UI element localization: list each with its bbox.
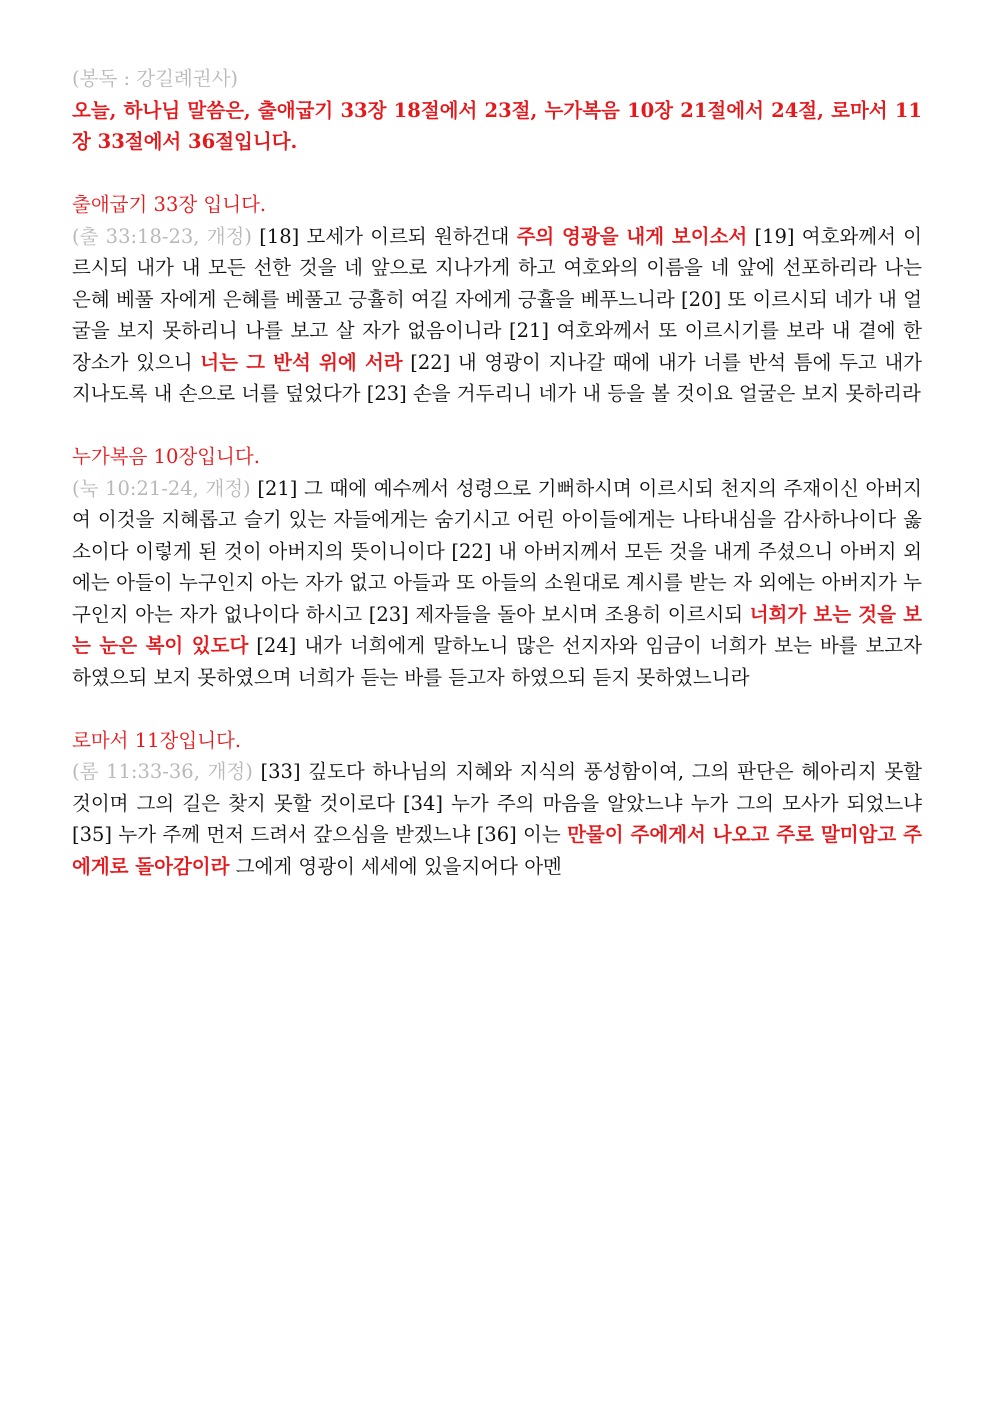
reading-section-exodus (72, 189, 922, 410)
highlighted-verse: 주의 영광을 내게 보이소서 (516, 224, 748, 248)
reading-section-luke (72, 441, 922, 693)
reading-section-romans (72, 725, 922, 883)
highlighted-verse: 너희가 보는 것을 보는 눈은 복이 있도다 (72, 602, 922, 657)
highlighted-verse: 만물이 주에게서 나오고 주로 말미암고 주에게로 돌아감이라 (72, 823, 922, 878)
verse-text: 그에게 영광이 세세에 있을지어다 아멘 (229, 854, 562, 878)
section-heading: 출애굽기 33장 입니다. (72, 193, 267, 216)
reading-intro: 오늘, 하나님 말씀은, 출애굽기 33장 18절에서 23절, 누가복음 10장 21절에서 24절, 로마서 11장 33절에서 36절입니다. (72, 98, 922, 153)
section-heading: 로마서 11장입니다. (72, 728, 242, 752)
highlighted-verse: 너는 그 반석 위에 서라 (200, 350, 403, 374)
verse-text: [18] 모세가 이르되 원하건대 (252, 224, 517, 248)
verse-text: [19] 여호와께서 이르시되 내가 내 모든 선한 것을 네 앞으로 지나가게 하고 여호와의 이름을 네 앞에 선포하리라 나는 은혜 베풀 자에게 은혜를 베풀고 긍휼히 여길 자에게 긍휼을 베푸느니라 [20] 또 이르시되 네가 내 얼굴을 보지 못하리니 나를 보고 살 자가 없음이니라 [21] 여호와께서 또 이르시기를 보라 내 곁에 한 장소가 있으니 (72, 224, 922, 374)
verse-text: [21] 그 때에 예수께서 성령으로 기뻐하시며 이르시되 천지의 주재이신 아버지여 이것을 지혜롭고 슬기 있는 자들에게는 숨기시고 어린 아이들에게는 나타내심을 감사하나이다 옳소이다 이렇게 된 것이 아버지의 뜻이니이다 [22] 내 아버지께서 모든 것을 내게 주셨으니 아버지 외에는 아들이 누구인지 아는 자가 없고 아들과 또 아들의 소원대로 계시를 받는 자 외에는 아버지가 누구인지 아는 자가 없나이다 하시고 [23] 제자들을 돌아 보시며 조용히 이르시되 (72, 476, 923, 626)
reader-note: (봉독 : 강길례권사) (72, 67, 239, 90)
spacer (72, 158, 922, 190)
spacer (72, 693, 922, 725)
spacer (72, 410, 922, 442)
section-heading: 누가복음 10장입니다. (72, 445, 260, 468)
scripture-reference: (롬 11:33-36, 개정) (72, 760, 253, 783)
scripture-passage (72, 473, 922, 694)
scripture-reference: (출 33:18-23, 개정) (72, 224, 252, 248)
verse-text: [24] 내가 너희에게 말하노니 많은 선지자와 임금이 너희가 보는 바를 보고자 하였으되 보지 못하였으며 너희가 듣는 바를 듣고자 하였으되 듣지 못하였느니라 (72, 634, 922, 689)
verse-text: [33] 깊도다 하나님의 지혜와 지식의 풍성함이여, 그의 판단은 헤아리지 못할 것이며 그의 길은 찾지 못할 것이로다 [34] 누가 주의 마음을 알았느냐 누가 그의 모사가 되었느냐 [35] 누가 주께 먼저 드려서 갚으심을 받겠느냐 [36] 이는 (72, 760, 922, 846)
scripture-passage (72, 221, 922, 410)
verse-text: [22] 내 영광이 지나갈 때에 내가 너를 반석 틈에 두고 내가 지나도록 내 손으로 너를 덮었다가 [23] 손을 거두리니 네가 내 등을 볼 것이요 얼굴은 보지 못하리라 (72, 350, 922, 405)
scripture-reference: (눅 10:21-24, 개정) (72, 476, 251, 500)
scripture-passage (72, 756, 922, 882)
